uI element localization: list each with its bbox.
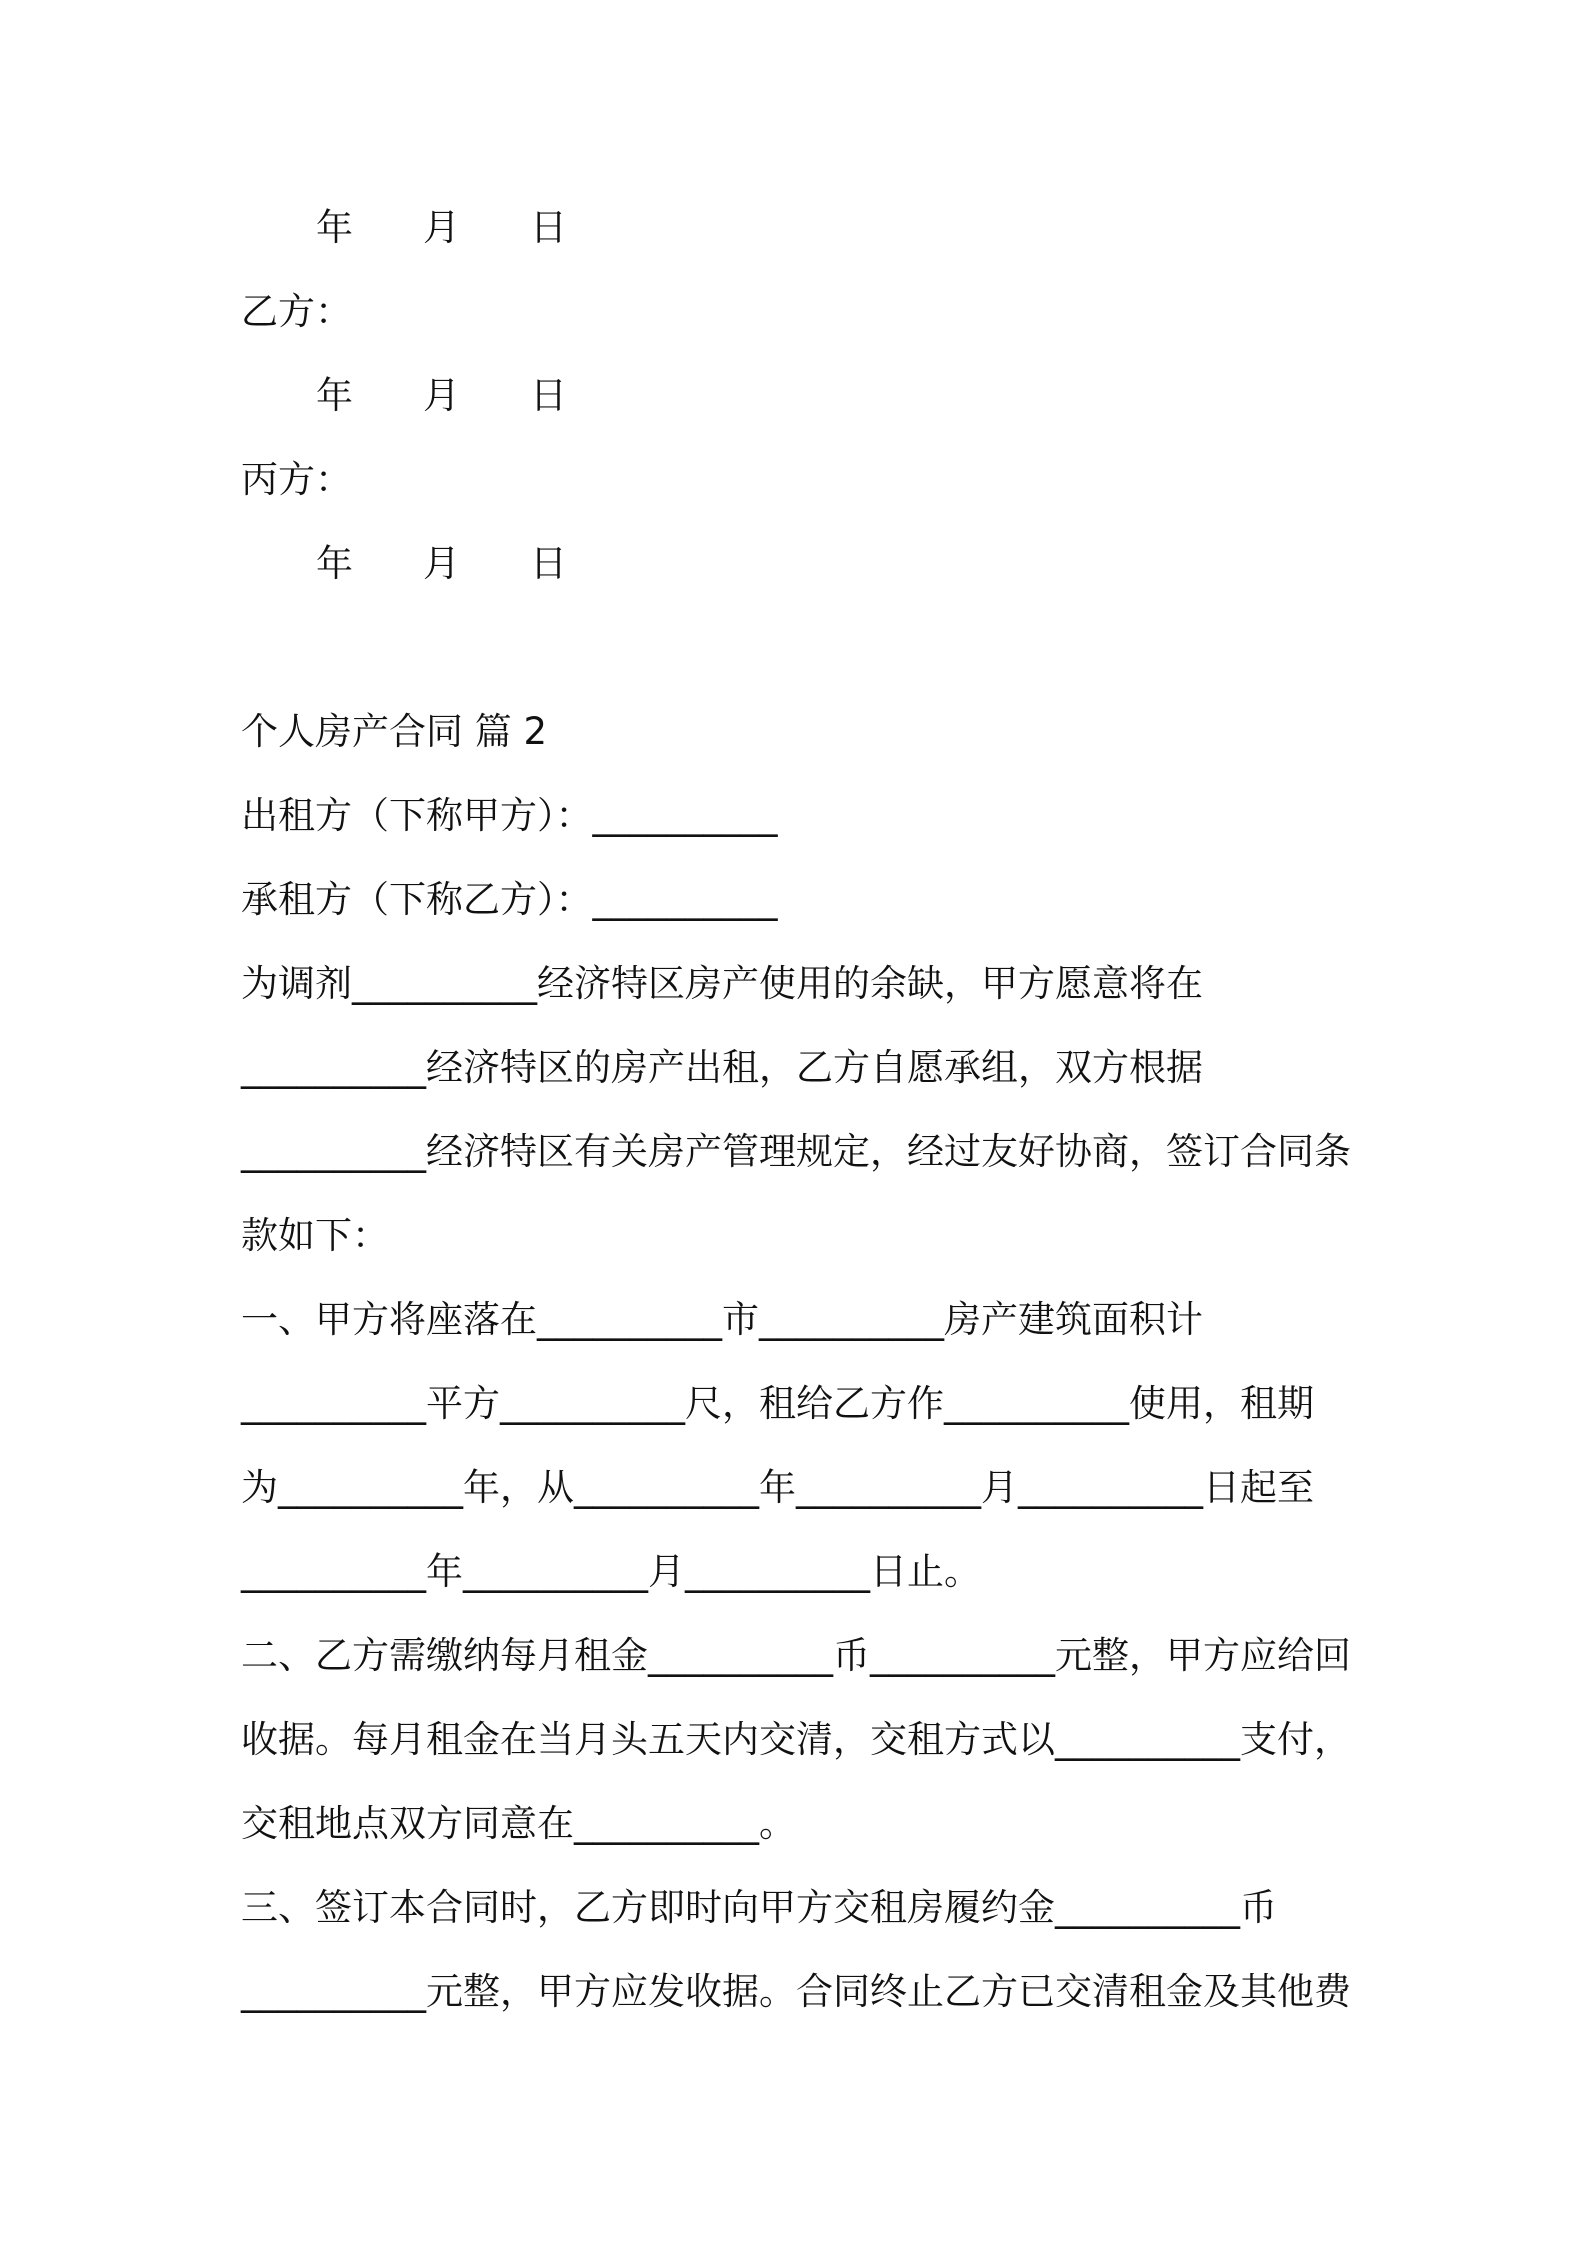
day-char: 日: [530, 542, 567, 585]
body-line: __________经济特区的房产出租，乙方自愿承组，双方根据: [241, 1046, 1203, 1089]
body-line: 为__________年，从__________年__________月__________日起至: [241, 1466, 1314, 1509]
date-line-3: [316, 538, 1436, 590]
month-char: 月: [423, 542, 460, 585]
body-line: __________平方__________尺，租给乙方作__________使用，租期: [241, 1382, 1314, 1425]
day-char: 日: [530, 374, 567, 417]
body-line: __________元整，甲方应发收据。合同终止乙方已交清租金及其他费: [241, 1970, 1351, 2013]
section-title: 个人房产合同 篇 2: [241, 710, 548, 753]
body-line: 交租地点双方同意在__________。: [241, 1802, 796, 1845]
body-line: __________年__________月__________日止。: [241, 1550, 981, 1593]
body-line: __________经济特区有关房产管理规定，经过友好协商，签订合同条: [241, 1130, 1351, 1173]
year-char: 年: [316, 206, 353, 249]
date-line-1: [316, 202, 1436, 254]
party-b-label: 乙方：: [241, 290, 352, 333]
body-line: 二、乙方需缴纳每月租金__________币__________元整，甲方应给回: [241, 1634, 1351, 1677]
body-line: 承租方（下称乙方）：__________: [241, 878, 778, 921]
day-char: 日: [530, 206, 567, 249]
body-line: 款如下：: [241, 1214, 389, 1257]
year-char: 年: [316, 542, 353, 585]
body-line: 三、签订本合同时，乙方即时向甲方交租房履约金__________币: [241, 1886, 1277, 1929]
body-line: 出租方（下称甲方）：__________: [241, 794, 778, 837]
month-char: 月: [423, 206, 460, 249]
year-char: 年: [316, 374, 353, 417]
party-c-label: 丙方：: [241, 458, 352, 501]
date-line-2: [316, 370, 1436, 422]
body-line: 收据。每月租金在当月头五天内交清，交租方式以__________支付，: [241, 1718, 1351, 1761]
month-char: 月: [423, 374, 460, 417]
body-line: 一、甲方将座落在__________市__________房产建筑面积计: [241, 1298, 1203, 1341]
body-line: 为调剂__________经济特区房产使用的余缺，甲方愿意将在: [241, 962, 1203, 1005]
